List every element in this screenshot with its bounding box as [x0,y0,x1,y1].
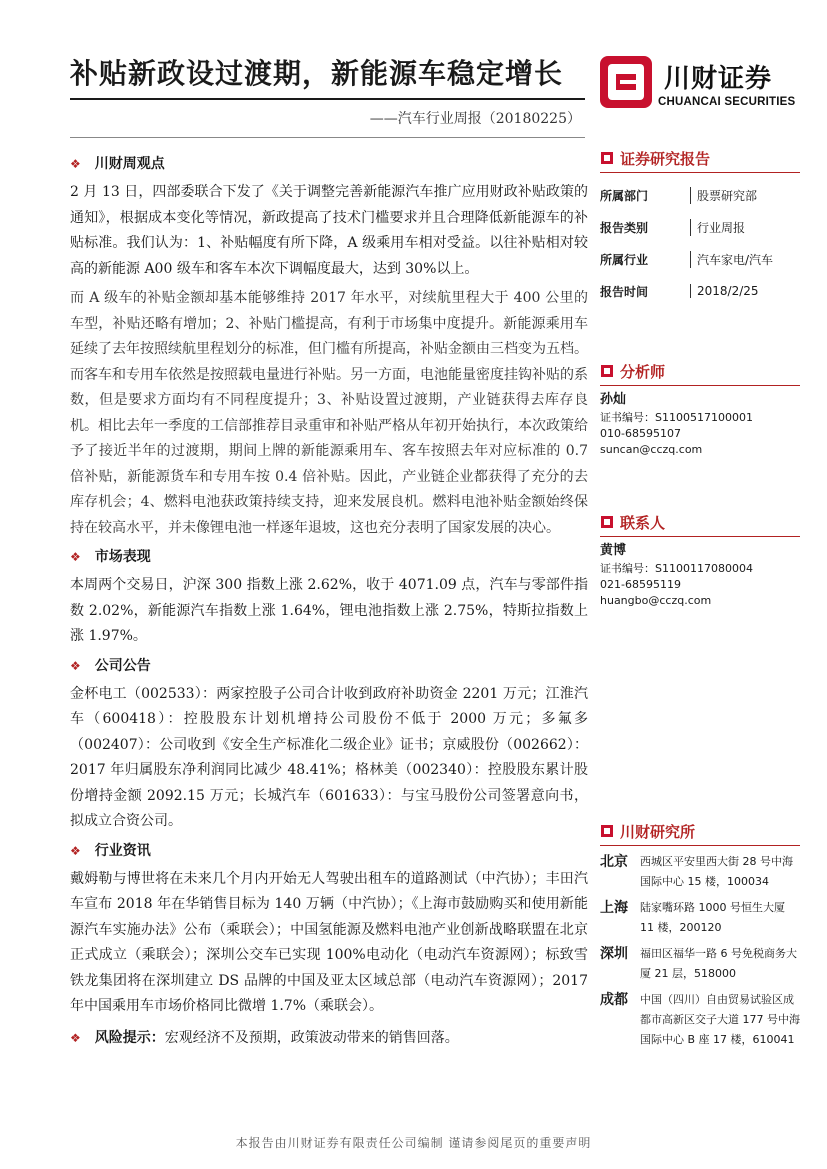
company-paragraph: 金杯电工（002533）：两家控股子公司合计收到政府补助资金 2201 万元；江淮汽车（600418）：控股股东计划机增持公司股份不低于 2000 万元；多氟多（002407）：公司收到《安全生产标准化二级企业》证书；京威股份（002662）：2017 年归属股东净利润同比减少 48.41%；格林美（002340）：控股股东累计股份增持金额 2092.15 万元；长城汽车（601633）：与宝马股份公司签署意向书，拟成立合资公司。 [70,685,588,829]
analyst-card [600,392,800,458]
chuancai-logo-icon [598,54,654,110]
risk-label: 风险提示： [94,1029,165,1046]
info-value: 汽车家电/汽车 [690,251,773,268]
analyst-name: 孙灿 [600,392,627,407]
logo-english-name: CHUANCAI SECURITIES [658,96,796,108]
info-value: 股票研究部 [690,187,757,204]
view-paragraph-2: 而 A 级车的补贴金额却基本能够维持 2017 年水平，对续航里程大于 400 公里的车型，补贴还略有增加；2、补贴门槛提高，有利于市场集中度提升。新能源乘用车延续了去年按照续航里程划分的标准，但门槛有所提高，补贴金额由三档变为五档。而客车和专用车依然是按照载电量进行补贴。另一方面，电池能量密度挂钩补贴的系数，但是要求方面均有不同程度提升；3、补贴设置过渡期，产业链获得去库存良机。相比去年一季度的工信部推荐目录重审和补贴严格从年初开始执行，本次政策给予了接近半年的过渡期，期间上牌的新能源乘用车、客车按照去年对应标准的 0.7 倍补贴，新能源货车和专用车按 0.4 倍补贴。因此，产业链企业都获得了充分的去库存机会；4、燃料电池获政策持续支持，迎来发展良机。燃料电池补贴金额始终保持在较高水平，并未像锂电池一样逐年退坡，这也充分表明了国家发展的决心。 [70,290,588,536]
diamond-bullet-icon: ❖ [70,550,81,565]
office-address: 中国（四川）自由贸易试验区成都市高新区交子大道 177 号中海国际中心 B 座 17 楼，610041 [640,993,800,1046]
contact-card [600,543,800,609]
sidebar-heading-analyst [600,359,800,386]
diamond-bullet-icon: ❖ [70,1030,81,1045]
section-heading-company [70,654,588,680]
market-paragraph: 本周两个交易日，沪深 300 指数上涨 2.62%，收于 4071.09 点，汽车与零部件指数 2.02%，新能源汽车指数上涨 1.64%，锂电池指数上涨 2.75%，特斯拉指数上涨 1.97%。 [70,577,588,644]
analyst-phone: 010-68595107 [600,427,681,440]
risk-text: 宏观经济不及预期，政策波动带来的销售回落。 [164,1029,459,1046]
view-paragraph-1: 2 月 13 日，四部委联合下发了《关于调整完善新能源汽车推广应用财政补贴政策的通知》，根据成本变化等情况，新政提高了技术门槛要求并且合理降低新能源车的补贴标准。我们认为：1、补贴幅度有所下降，A 级乘用车相对受益。以往补贴相对较高的新能源 A00 级车和客车本次下调幅度最大，达到 30%以上。 [70,184,588,277]
risk-warning [70,1026,588,1052]
office-beijing [600,852,800,892]
section-heading-industry [70,839,588,865]
title-divider [70,98,585,100]
info-value: 行业周报 [690,219,745,236]
sidebar-heading-contact [600,510,800,537]
info-key: 报告时间 [600,284,649,299]
sidebar-heading-text: 证券研究报告 [620,149,711,168]
info-value: 2018/2/25 [690,284,759,298]
section-heading-view [70,152,588,178]
info-row-category [600,211,800,243]
contact-name: 黄博 [600,543,627,558]
sidebar-heading-text: 分析师 [620,362,666,381]
info-row-date [600,275,800,307]
brand-logo [598,52,798,112]
subtitle-divider [70,137,585,138]
diamond-bullet-icon: ❖ [70,658,81,673]
diamond-bullet-icon: ❖ [70,157,81,172]
sidebar-heading-text: 川财研究所 [620,822,696,841]
section-heading-text: 公司公告 [94,657,151,674]
office-address: 福田区福华一路 6 号免税商务大厦 21 层，518000 [640,947,797,980]
contact-cert: 证书编号：S1100117080004 [600,562,753,575]
info-row-industry [600,243,800,275]
section-heading-text: 川财周观点 [94,156,165,173]
office-address: 陆家嘴环路 1000 号恒生大厦 11 楼，200120 [640,901,785,934]
red-square-icon [600,824,614,838]
red-square-icon [600,515,614,529]
analyst-cert: 证书编号：S1100517100001 [600,411,753,424]
info-key: 所属部门 [600,188,649,203]
office-city: 上海 [600,900,628,916]
sidebar-heading-report [600,146,800,173]
red-square-icon [600,151,614,165]
office-address: 西城区平安里西大街 28 号中海国际中心 15 楼，100034 [640,855,793,888]
contact-phone: 021-68595119 [600,578,681,591]
industry-paragraph: 戴姆勒与博世将在未来几个月内开始无人驾驶出租车的道路测试（中汽协）；丰田汽车宣布 2018 年在华销售目标为 140 万辆（中汽协）；《上海市鼓励购买和使用新能源汽车实施办法》公布（乘联会）；中国氢能源及燃料电池产业创新战略联盟在北京正式成立（乘联会）；深圳公交车已实现 100%电动化（电动汽车资源网）；标致雪铁龙集团将在深圳建立 DS 品牌的中国及亚太区域总部（电动汽车资源网）；2017 年中国乘用车市场价格同比微增 1.7%（乘联会）。 [70,870,588,1014]
info-key: 所属行业 [600,252,649,267]
office-shenzhen [600,944,800,984]
main-content [70,148,588,1051]
info-row-department [600,179,800,211]
report-subtitle: ——汽车行业周报（20180225） [369,111,581,127]
office-city: 深圳 [600,946,628,962]
report-title: 补贴新政设过渡期，新能源车稳定增长 [70,57,564,90]
office-shanghai [600,898,800,938]
analyst-email[interactable]: suncan@cczq.com [600,443,703,456]
contact-email[interactable]: huangbo@cczq.com [600,594,712,607]
office-city: 成都 [600,992,628,1008]
office-city: 北京 [600,854,628,870]
logo-chinese-name: 川财证券 [664,64,773,94]
diamond-bullet-icon: ❖ [70,843,81,858]
page-footer: 本报告由川财证券有限责任公司编制 谨请参阅尾页的重要声明 [235,1136,592,1150]
sidebar-heading-text: 联系人 [620,513,666,532]
section-heading-text: 市场表现 [94,549,151,566]
info-key: 报告类别 [600,220,649,235]
sidebar [600,146,800,1056]
sidebar-heading-institute [600,819,800,846]
red-square-icon [600,364,614,378]
section-heading-market [70,545,588,571]
office-chengdu [600,990,800,1050]
section-heading-text: 行业资讯 [94,842,151,859]
